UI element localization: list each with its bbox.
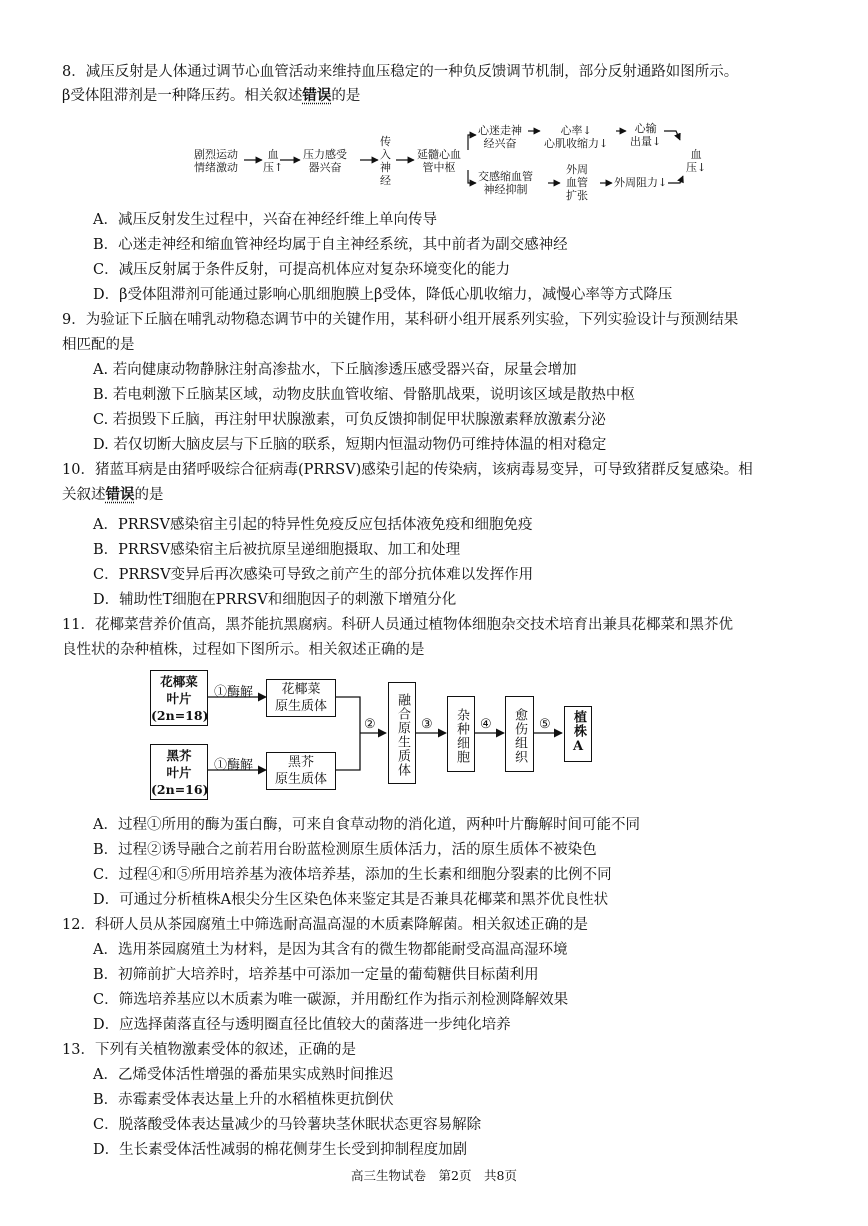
- q8-node-sympathetic: 交感缩血管 神经抑制: [478, 170, 533, 196]
- q11-cauli-leaf-ploidy: (2n=18): [151, 708, 209, 723]
- q11-stem-line2: 良性状的杂种植株，过程如下图所示。相关叙述正确的是: [62, 642, 425, 658]
- q12-option-b: B．初筛前扩大培养时，培养基中可添加一定量的葡萄糖供目标菌利用: [93, 967, 539, 983]
- page-footer: 高三生物试卷 第2页 共8页: [351, 1168, 517, 1183]
- q12-option-c: C．筛选培养基应以木质素为唯一碳源，并用酚红作为指示剂检测降解效果: [93, 992, 569, 1008]
- q8-node-heart: 心率↓ 心肌收缩力↓: [544, 124, 609, 150]
- q11-cauliflower-protoplast: [266, 679, 336, 717]
- q11-mustard-proto-type: 原生质体: [274, 772, 327, 787]
- q11-step1-bottom: ①酶解: [214, 758, 254, 773]
- q8-node-vessel-dilation: 外周 血管 扩张: [566, 163, 588, 202]
- q11-plant-a: [564, 706, 592, 762]
- q11-step1-top: ①酶解: [214, 685, 254, 700]
- q9-option-c: C. 若损毁下丘脑，再注射甲状腺激素，可负反馈抑制促甲状腺激素释放激素分泌: [93, 412, 606, 428]
- q11-callus: 愈伤组织: [505, 696, 534, 772]
- q9-option-d: D. 若仅切断大脑皮层与下丘脑的联系，短期内恒温动物仍可维持体温的相对稳定: [93, 437, 607, 453]
- q11-mustard-leaf-ploidy: (2n=16): [151, 782, 209, 797]
- q11-mustard-protoplast: [266, 752, 336, 790]
- q11-mustard-leaf-name: 黑芥: [166, 748, 192, 763]
- q11-stem-line1: 11．花椰菜营养价值高，黑芥能抗黑腐病。科研人员通过植物体细胞杂交技术培育出兼具花椰菜和黑芥优: [62, 617, 733, 633]
- q8-option-d: D．β受体阻滞剂可能通过影响心肌细胞膜上β受体，降低心肌收缩力，减慢心率等方式降压: [93, 287, 673, 303]
- q10-emphasis-wrong: 错误: [105, 486, 135, 503]
- q12-stem: 12．科研人员从茶园腐殖土中筛选耐高温高湿的木质素降解菌。相关叙述正确的是: [62, 917, 588, 933]
- q8-node-bp-fall: 血 压↓: [686, 148, 707, 174]
- q13-stem: 13．下列有关植物激素受体的叙述，正确的是: [62, 1042, 356, 1058]
- q8-node-trigger: 剧烈运动 情绪激动: [194, 148, 238, 174]
- q10-option-b: B．PRRSV感染宿主后被抗原呈递细胞摄取、加工和处理: [93, 542, 461, 558]
- q8-node-medulla-center: 延髓心血 管中枢: [417, 148, 461, 174]
- q8-node-afferent-nerve: 传 入 神 经: [380, 135, 391, 187]
- q11-mustard-proto-name: 黑芥: [287, 755, 314, 770]
- q11-cauli-leaf-type: 叶片: [166, 691, 192, 706]
- q11-step5: ⑤: [539, 717, 551, 732]
- q11-plant-letter: A: [572, 739, 584, 754]
- q8-node-vagus: 心迷走神 经兴奋: [478, 124, 522, 150]
- q11-hybrid-cell: 杂种细胞: [447, 696, 475, 772]
- q11-cauli-proto-name: 花椰菜: [281, 682, 321, 697]
- q10-option-d: D．辅助性T细胞在PRRSV和细胞因子的刺激下增殖分化: [93, 592, 457, 608]
- q8-option-b: B．心迷走神经和缩血管神经均属于自主神经系统，其中前者为副交感神经: [93, 237, 568, 253]
- q13-option-d: D．生长素受体活性减弱的棉花侧芽生长受到抑制程度加剧: [93, 1142, 468, 1158]
- q13-option-b: B．赤霉素受体表达量上升的水稻植株更抗倒伏: [93, 1092, 394, 1108]
- q8-option-a: A．减压反射发生过程中，兴奋在神经纤维上单向传导: [93, 212, 437, 228]
- q11-mustard-leaf: [150, 744, 208, 800]
- q11-option-a: A．过程①所用的酶为蛋白酶，可来自食草动物的消化道，两种叶片酶解时间可能不同: [93, 817, 640, 833]
- q13-option-c: C．脱落酸受体表达量减少的马铃薯块茎休眠状态更容易解除: [93, 1117, 482, 1133]
- q11-cauli-proto-type: 原生质体: [274, 699, 327, 714]
- q8-node-cardiac-output: 心输 出量↓: [630, 122, 662, 148]
- q9-option-b: B. 若电刺激下丘脑某区域，动物皮肤血管收缩、骨骼肌战栗，说明该区域是散热中枢: [93, 387, 635, 403]
- q11-fused-protoplast: 融合原生质体: [388, 682, 416, 784]
- q11-option-d: D．可通过分析植株A根尖分生区染色体来鉴定其是否兼具花椰菜和黑芥优良性状: [93, 892, 609, 908]
- q12-option-d: D．应选择菌落直径与透明圈直径比值较大的菌落进一步纯化培养: [93, 1017, 511, 1033]
- q10-stem-text: 关叙述: [62, 487, 106, 503]
- q8-node-baroreceptor: 压力感受 器兴奋: [303, 148, 347, 174]
- q11-step2: ②: [364, 717, 376, 732]
- q12-option-a: A．选用茶园腐殖土为材料，是因为其含有的微生物都能耐受高温高湿环境: [93, 942, 568, 958]
- q11-option-c: C．过程④和⑤所用培养基为液体培养基，添加的生长素和细胞分裂素的比例不同: [93, 867, 612, 883]
- q8-node-bp-rise: 血 压↑: [263, 148, 284, 174]
- q10-option-a: A．PRRSV感染宿主引起的特异性免疫反应包括体液免疫和细胞免疫: [93, 517, 533, 533]
- q11-mustard-leaf-type: 叶片: [166, 765, 192, 780]
- q11-step4: ④: [480, 717, 492, 732]
- q9-stem-line2: 相匹配的是: [62, 337, 135, 353]
- q8-option-c: C．减压反射属于条件反射，可提高机体应对复杂环境变化的能力: [93, 262, 511, 278]
- q11-option-b: B．过程②诱导融合之前若用台盼蓝检测原生质体活力，活的原生质体不被染色: [93, 842, 597, 858]
- q8-stem-end: 的是: [331, 88, 361, 104]
- q13-option-a: A．乙烯受体活性增强的番茄果实成熟时间推迟: [93, 1067, 394, 1083]
- q9-option-a: A. 若向健康动物静脉注射高渗盐水，下丘脑渗透压感受器兴奋，尿量会增加: [93, 362, 577, 378]
- q10-stem-line1: 10．猪蓝耳病是由猪呼吸综合征病毒(PRRSV)感染引起的传染病，该病毒易变异，可导致猪群反复感染。相: [62, 462, 753, 478]
- q8-emphasis-wrong: 错误: [302, 87, 332, 104]
- q10-stem-end: 的是: [134, 487, 164, 503]
- q11-step3: ③: [421, 717, 433, 732]
- q8-stem-line1: 8．减压反射是人体通过调节心血管活动来维持血压稳定的一种负反馈调节机制，部分反射通路如图所示。: [62, 64, 739, 80]
- q8-node-resistance: 外周阻力↓: [614, 176, 668, 189]
- q8-stem-text: β受体阻滞剂是一种降压药。相关叙述: [62, 88, 303, 104]
- q10-option-c: C．PRRSV变异后再次感染可导致之前产生的部分抗体难以发挥作用: [93, 567, 534, 583]
- q11-cauli-leaf-name: 花椰菜: [160, 674, 198, 689]
- q9-stem-line1: 9．为验证下丘脑在哺乳动物稳态调节中的关键作用，某科研小组开展系列实验，下列实验设计与预测结果: [62, 312, 739, 328]
- q11-cauliflower-leaf: [150, 670, 208, 726]
- q11-plant-label: 植株: [571, 710, 586, 738]
